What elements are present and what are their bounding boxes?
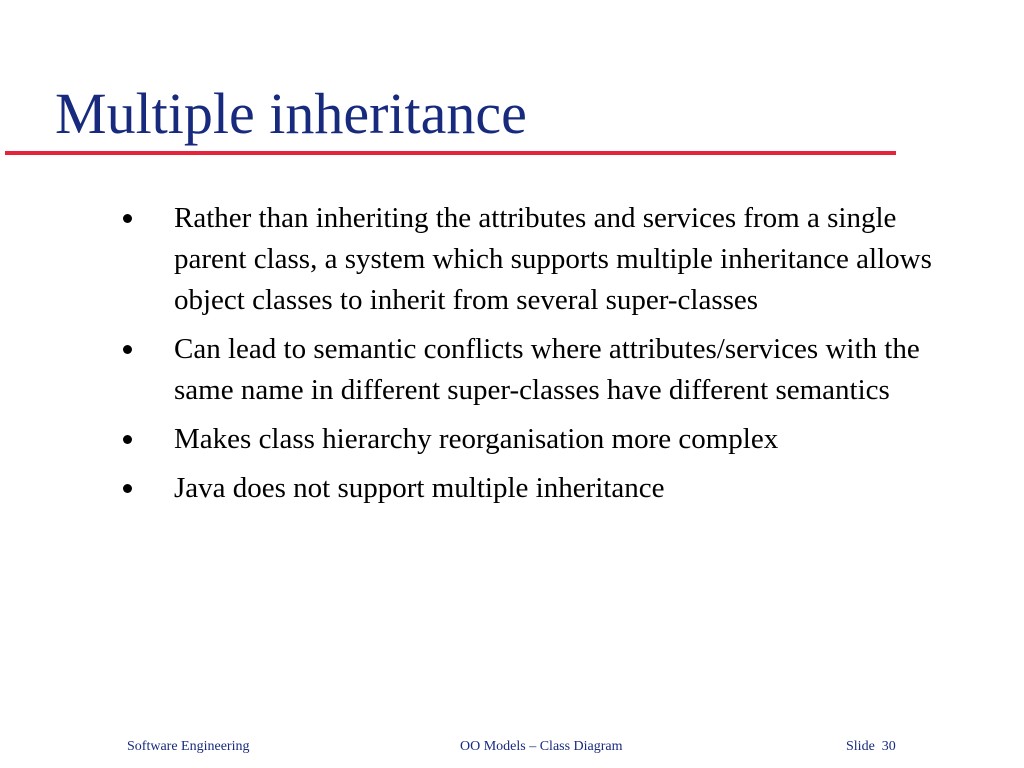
footer-course: Software Engineering	[127, 739, 250, 754]
bullet-dot-icon	[123, 214, 132, 223]
slide-label: Slide	[846, 739, 875, 754]
slide-number: 30	[881, 739, 896, 754]
bullet-dot-icon	[123, 435, 132, 444]
slide-title: Multiple inheritance	[55, 81, 527, 146]
bullet-text: Makes class hierarchy reorganisation more complex	[174, 423, 779, 455]
bullet-dot-icon	[123, 345, 132, 354]
bullet-dot-icon	[123, 484, 132, 493]
bullet-text: Can lead to semantic conflicts where attributes/services with the same name in different super-classes have different semantics	[174, 333, 920, 406]
bullet-item	[120, 198, 960, 321]
bullet-text: Java does not support multiple inheritance	[174, 472, 665, 504]
bullet-item	[120, 329, 960, 411]
title-underline	[5, 151, 896, 155]
footer-topic: OO Models – Class Diagram	[460, 739, 623, 754]
bullet-text: Rather than inheriting the attributes and services from a single parent class, a system which supports multiple inheritance allows object classes to inherit from several super-classes	[174, 202, 932, 316]
bullet-item	[120, 419, 960, 460]
bullet-list	[120, 198, 960, 517]
footer-slide-number	[846, 738, 896, 756]
bullet-item	[120, 468, 960, 509]
